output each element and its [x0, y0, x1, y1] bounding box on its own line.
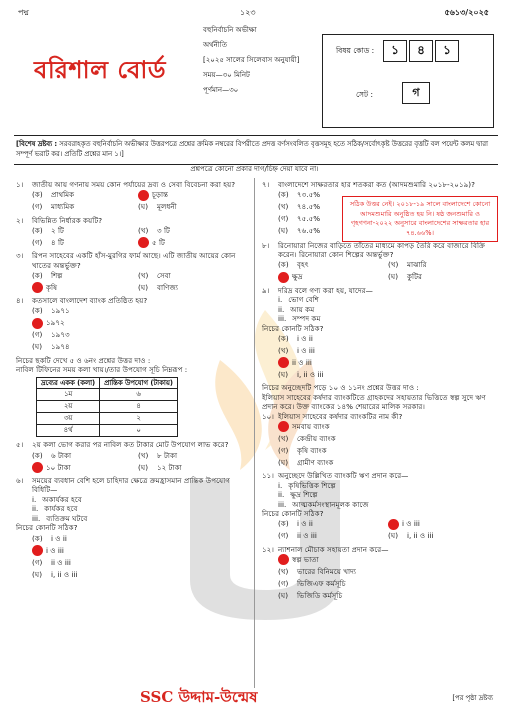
option[interactable]: (ঘ) গ্রামীণ ব্যাংক — [278, 457, 334, 467]
question-1 — [16, 180, 244, 213]
answer-dot — [138, 237, 149, 248]
question-number: ১। — [16, 180, 24, 189]
option[interactable]: (ঘ) i, ii ও iii — [278, 369, 324, 379]
exam-meta — [203, 24, 300, 99]
option[interactable]: (ঘ) ১২ টাকা — [138, 462, 182, 472]
answer-dot — [32, 462, 43, 473]
option[interactable]: (ঘ) বাণিজ্য — [138, 282, 179, 292]
option[interactable]: (গ) ৭৫.৫% — [278, 214, 321, 224]
stem-10-11-body: ইলিয়াস সাহেবের কর্ষদার ব্যাংকটিতে গ্রাহকদের সহায়তার ভিত্তিতে স্বল্প সুদে ঋণ প্রদান করে। উক্ত ব্যাংকের ১৪% শেয়ারের মালিক সরকার। — [262, 392, 486, 411]
question-5: ৫। ২য় কলা ভোগ করার পর নাবিল কত টাকার মোট উপযোগ লাভ করে? (ক) ৬ টাকা (খ) ৮ টাকা ১০ টাকা (ঘ) ১২ টাকা — [16, 440, 244, 473]
page-number: ১২৩ — [240, 8, 256, 17]
option[interactable]: (খ) সেবা — [138, 270, 171, 280]
question-3: ৩। রিপন সাহেবের একটি হাঁস-মুরগির ফার্ম আছে। এটি জাতীয় আয়ের কোন খাতের অন্তর্ভুক্ত? (ক) শিল্প (খ) সেবা কৃষি (ঘ) বাণিজ্য — [16, 251, 244, 293]
answer-dot — [278, 554, 289, 565]
option[interactable]: (ক) ৬ টাকা — [32, 450, 72, 460]
subject-code-label: বিষয় কোড : — [336, 46, 375, 55]
footer-brand: SSC উদ্দাম-উন্মেষ — [140, 688, 258, 706]
option[interactable]: (গ) ভিজিএফ কর্মসূচি — [278, 578, 346, 588]
option[interactable]: (গ) ১৯৭৩ — [32, 330, 70, 340]
set-value: গ — [402, 82, 430, 104]
option-correct[interactable]: সমবায় ব্যাংক — [278, 421, 498, 432]
table-row: ২য় ৪ — [37, 401, 178, 413]
question-11: ১১। অনুচ্ছেদে উল্লিখিত ব্যাংকটি ঋণ প্রদান করে— i. কৃষিভিত্তিক শিল্পে ii. ক্ষুদ্র শিল্পে iii. আত্মকর্মসংস্থানমূলক কাজে নিচের কোনটি সঠিক? (ক) i ও ii i ও iii (গ) ii ও iii (ঘ) i, ii ও iii — [262, 471, 498, 542]
exam-type: বহুনির্বাচনি অভীক্ষা — [203, 26, 257, 34]
option[interactable]: (ক) i ও ii — [278, 519, 313, 529]
answer-dot — [278, 272, 289, 283]
option[interactable]: (খ) ৩ টি — [138, 225, 170, 235]
answer-dot — [32, 318, 43, 329]
option-correct[interactable]: i ও iii — [32, 545, 244, 556]
answer-note: সঠিক উত্তর নেই। ২০১৮-১৯ সালে বাংলাদেশে কোনো আদমশুমারি অনুষ্ঠিত হয় নি। ষষ্ঠ জনশুমারি ও গৃহগণনা-২০২২ অনুসারে বাংলাদেশের সাক্ষরতার হার ৭৪.৬৬%। — [342, 196, 498, 242]
option[interactable]: (ক) i ও ii — [32, 533, 67, 543]
option[interactable]: (গ) কৃষি ব্যাংক — [278, 445, 327, 455]
option-correct[interactable]: চূড়ান্ত — [138, 190, 244, 201]
code-digit: ১ — [383, 40, 407, 62]
option[interactable]: (ক) শিল্প — [32, 270, 63, 280]
instructions — [14, 135, 498, 165]
option[interactable]: (গ) ii ও iii — [32, 557, 71, 567]
question-6: ৬। সময়ের ব্যবধান বেশি হলে চাহিদার ক্ষেত্রে ক্রমহ্রাসমান প্রান্তিক উপযোগ বিধিটি— i. অকার্যকর হবে ii. কার্যকর হবে iii. ব্যতিক্রম ঘটবে নিচের কোনটি সঠিক? (ক) i ও ii i ও iii (গ) ii ও iii (ঘ) i, ii ও iii — [16, 476, 244, 580]
question-8: ৮। রিনোয়ারা নিজের বাড়িতে তাঁতের মাধ্যমে কাপড় তৈরি করে বাজারে বিক্রি করেন। রিনোয়ারা কোন শিল্পের অন্তর্ভুক্ত? (ক) বৃহৎ (খ) মাঝারি ক্ষুদ্র (ঘ) কুটির — [262, 241, 498, 283]
time: সময়—৩০ মিনিট — [203, 71, 250, 79]
option[interactable]: (ক) ৭৩.৫% — [278, 190, 321, 200]
option[interactable]: (গ) মাধ্যমিক — [32, 202, 75, 212]
option-correct[interactable]: ক্ষুদ্র — [278, 272, 388, 283]
stem-10-11: নিচের অনুচ্ছেদটি পড়ে ১০ ও ১১নং প্রশ্নের উত্তর দাও : — [262, 383, 419, 392]
option[interactable]: (ঘ) কুটির — [388, 272, 422, 282]
answer-dot — [32, 545, 43, 556]
stem-5-6-body: নাবিল টিফিনের সময় কলা খায়।/তার উপযোগ সূচি নিম্নরূপ : — [16, 365, 188, 374]
board-title: বরিশাল বোর্ড — [34, 55, 167, 84]
left-column — [16, 180, 244, 583]
option[interactable]: (ঘ) ৭৬.৫% — [278, 226, 321, 236]
option-correct[interactable]: ii ও iii — [278, 357, 498, 368]
option[interactable]: (ক) প্রাথমিক — [32, 190, 75, 200]
answer-dot — [278, 421, 289, 432]
option-correct[interactable]: i ও iii — [388, 519, 498, 530]
instructions-text: সরবরাহকৃত বহুনির্বাচনি অভীক্ষার উত্তরপত্রে প্রশ্নের ক্রমিক নম্বরের বিপরীতে প্রদত্ত বর্ণসংবলিত বৃত্তসমূহ হতে সঠিক/সর্বোৎকৃষ্ট উত্তরের বৃত্তটি বল পয়েন্ট কলম দ্বারা সম্পূর্ণ ভরাট কর। প্রতিটি প্রশ্নের মান ১।] — [16, 140, 488, 158]
question-7: ৭। বাংলাদেশে সাক্ষরতার হার শতকরা কত (আদমশুমারি ২০১৮-২০১৯)? (ক) ৭৩.৫% (খ) ৭৪.৫% (গ) ৭৫.৫% (ঘ) ৭৬.৫% — [262, 180, 475, 236]
option-label: (ক) — [32, 190, 43, 200]
header-left: পদ্ম — [18, 8, 30, 17]
option[interactable]: (ঘ) মূলধনী — [138, 202, 177, 212]
option[interactable]: (খ) i ও iii — [278, 345, 315, 355]
option[interactable]: (গ) ii ও iii — [278, 531, 317, 541]
option-correct[interactable]: ৫ টি — [138, 237, 244, 248]
subject: অর্থনীতি — [203, 41, 228, 49]
option-correct[interactable]: ১৯৭২ — [32, 318, 244, 329]
option-correct[interactable]: স্বল্প ভাতা — [278, 554, 498, 565]
option[interactable]: (খ) কেন্দ্রীয় ব্যাংক — [278, 433, 336, 443]
warning: প্রশ্নপত্রে কোনো প্রকার দাগ/চিহ্ন দেয়া যাবে না। — [190, 165, 319, 173]
table-row: ৩য় ২ — [37, 413, 178, 425]
right-column — [262, 180, 498, 604]
code-digit: ৪ — [409, 40, 433, 62]
option[interactable]: (ঘ) i, ii ও iii — [32, 569, 78, 579]
question-9: ৯। দরিদ্র বলে গণ্য করা হয়, যাদের— i. ভোগ বেশি ii. আয় কম iii. সম্পদ কম নিচের কোনটি সঠিক? (ক) i ও ii (খ) i ও iii ii ও iii (ঘ) i, ii ও iii — [262, 286, 498, 381]
set-label: সেট : — [356, 90, 373, 99]
utility-table: দ্রব্যের একক (কলা) প্রান্তিক উপযোগ (টাকায়) ১ম ৬ ২য় ৪ ৩য় ২ ৪র্থ ০ — [36, 377, 178, 438]
answer-dot — [388, 519, 399, 530]
option[interactable]: (ক) i ও ii — [278, 333, 313, 343]
page-turn-note: [পর পৃষ্ঠা দ্রষ্টব্য — [452, 694, 493, 702]
table-row: ৪র্থ ০ — [37, 425, 178, 437]
subject-code-digits — [383, 40, 459, 62]
option[interactable]: (ক) ১৯৭১ — [32, 306, 70, 316]
answer-dot — [278, 357, 289, 368]
question-2: ২। বিভিন্নিত নির্ধারক কয়টি? (ক) ২ টি (খ) ৩ টি (গ) ৪ টি ৫ টি — [16, 216, 244, 249]
answer-dot — [138, 190, 149, 201]
question-text: জাতীয় আয় গণনায় সময় কোন পর্যায়ের দ্রব্য ও সেবা বিবেচনা করা হয়? — [32, 180, 236, 189]
option-correct[interactable]: ১০ টাকা — [32, 462, 138, 473]
question-4: ৪। কতসালে বাংলাদেশ ব্যাংক প্রতিষ্ঠিত হয়? (ক) ১৯৭১ ১৯৭২ (গ) ১৯৭৩ (ঘ) ১৯৭৪ — [16, 296, 244, 353]
question-10: ১০। ইলিয়াস সাহেবের কর্ষদার ব্যাংকটির নাম কী? সমবায় ব্যাংক (খ) কেন্দ্রীয় ব্যাংক (গ) কৃষি ব্যাংক (ঘ) গ্রামীণ ব্যাংক — [262, 412, 498, 469]
answer-dot — [32, 282, 43, 293]
option[interactable]: (খ) মাঝারি — [388, 260, 427, 270]
question-12: ১২। ন্যাশনাল মৌচাক সহায়তা প্রদান করে— স্বল্প ভাতা (খ) ভারের বিনিময়ে খাদ্য (গ) ভিজিএফ কর্মসূচি (ঘ) ভিজিডি কর্মসূচি — [262, 545, 498, 602]
full-marks: পূর্ণমান—৩০ — [203, 86, 239, 94]
option[interactable]: (গ) ৪ টি — [32, 237, 64, 247]
option[interactable]: (ঘ) ১৯৭৪ — [32, 342, 70, 352]
instructions-label: [বিশেষ দ্রষ্টব্য : — [16, 140, 58, 148]
option[interactable]: (খ) ভারের বিনিময়ে খাদ্য — [278, 566, 356, 576]
option[interactable]: (ক) বৃহৎ — [278, 260, 309, 270]
option[interactable]: (খ) ৮ টাকা — [138, 450, 178, 460]
column-divider — [254, 178, 255, 688]
stem-5-6: নিচের ছকটি দেখে ৫ ও ৬নং প্রশ্নের উত্তর দাও : — [16, 355, 151, 365]
syllabus: [২০২৫ সালের সিলেবাস অনুযায়ী] — [203, 56, 300, 64]
option[interactable]: (খ) ৭৪.৫% — [278, 202, 321, 212]
option[interactable]: (ক) ২ টি — [32, 225, 64, 235]
option-correct[interactable]: কৃষি — [32, 282, 138, 293]
exam-code: ৫৬১৩/২০২৫ — [444, 8, 489, 17]
table-row: ১ম ৬ — [37, 389, 178, 401]
code-digit: ১ — [435, 40, 459, 62]
option[interactable]: (ঘ) ভিজিডি কর্মসূচি — [278, 590, 343, 600]
option[interactable]: (ঘ) i, ii ও iii — [388, 531, 434, 541]
